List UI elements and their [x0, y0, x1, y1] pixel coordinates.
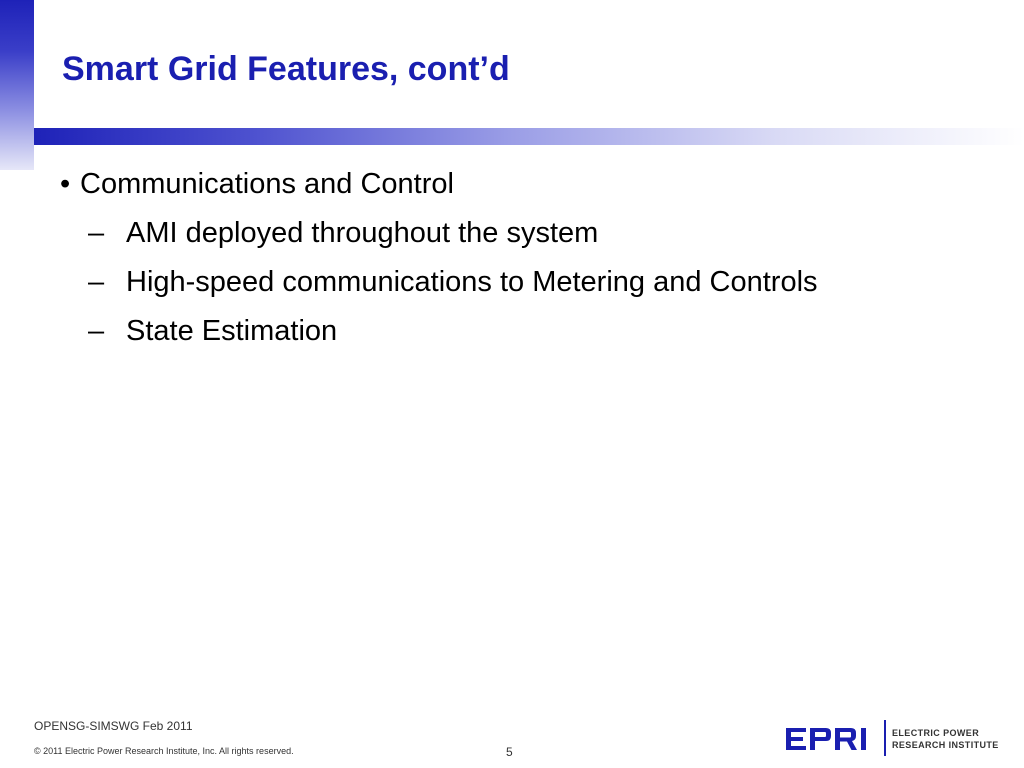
sub-item-text: AMI deployed throughout the system: [126, 217, 599, 249]
footer-copyright: © 2011 Electric Power Research Institute, Inc. All rights reserved.: [34, 746, 294, 756]
logo-text-line2: RESEARCH INSTITUTE: [892, 740, 999, 750]
footer-meeting-label: OPENSG-SIMSWG Feb 2011: [34, 719, 193, 733]
sub-bullet-marker: –: [88, 217, 105, 249]
sub-bullet-marker: –: [88, 266, 105, 298]
logo-text: [892, 727, 999, 751]
sub-item-ami: [60, 215, 1000, 251]
bullet-main-text: Communications and Control: [80, 168, 454, 200]
epri-logo-mark: [786, 728, 878, 750]
logo-text-line1: ELECTRIC POWER: [892, 728, 980, 738]
left-gradient-bar: [0, 0, 34, 170]
sub-item-state-estimation: [60, 313, 1000, 349]
epri-logo: [786, 720, 999, 756]
logo-divider: [884, 720, 886, 756]
bullet-list: [60, 166, 1000, 349]
page-number: 5: [506, 745, 513, 759]
sub-item-text: State Estimation: [126, 315, 338, 347]
sub-item-communications: [60, 264, 1000, 300]
sub-bullet-marker: –: [88, 315, 105, 347]
bullet-main-item: [60, 166, 1000, 202]
slide-title: Smart Grid Features, cont’d: [62, 50, 510, 88]
sub-item-text: High-speed communications to Metering and Controls: [126, 266, 818, 298]
title-gradient-rule: [34, 128, 1024, 145]
bullet-marker: •: [60, 168, 71, 200]
